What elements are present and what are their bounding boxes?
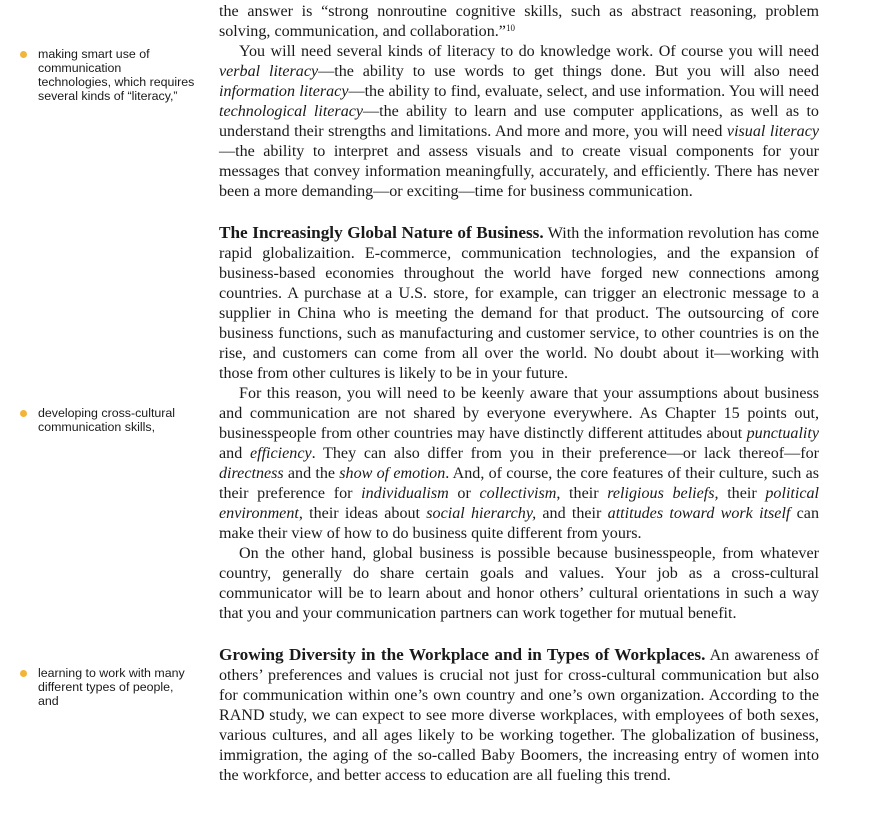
- section-workplace-diversity: Growing Diversity in the Workplace and in Types of Workplaces. An awareness of others’ preferences and values is crucial not just for cross-cultural communication but also for communication within one’s own country and one’s own organization. According to the RAND study, we can expect to see more diverse workplaces, with employees of both sexes, various cultures, and all ages likely to be working together. The globalization of business, immigration, the aging of the so-called Baby Boomers, the increasing entry of women into the workforce, and better access to education are all fueling this trend.: [219, 645, 820, 784]
- paragraph-cultural-awareness: For this reason, you will need to be keenly aware that your assumptions about business and communication are not shared by everyone everywhere. As Chapter 15 points out, businesspeople from other countries may have distinctly different attitudes about punctuality and efficiency. They can also differ from you in their preference—or lack thereof—for directness and the show of emotion. And, of course, the core features of their culture, such as their preference for individualism or collectivism, their religious beliefs, their political environment, their ideas about social hierarchy, and their attitudes toward work itself can make their view of how to do business quite different from yours.: [219, 385, 820, 542]
- term-visual-literacy: visual literacy: [726, 123, 820, 140]
- margin-note-literacy: [20, 47, 195, 103]
- main-text-column: [219, 2, 819, 786]
- term-information-literacy: information literacy: [219, 83, 349, 100]
- bullet-dot-icon: [20, 51, 27, 58]
- section-global-business: The Increasingly Global Nature of Business. With the information revolution has come rapid globalizaition. E-commerce, communication technologies, and the expansion of business-based economies throughout the world have forged new connections among countries. A purchase at a U.S. store, for example, can trigger an electronic message to a supplier in China who is meeting the demand for that product. The outsourcing of core business functions, such as manufacturing and customer service, to other countries is on the rise, and customers can come from all over the world. No doubt about it—working with those from other cultures is likely to be in your future.: [219, 223, 819, 382]
- margin-note-text: learning to work with many different types of people, and: [38, 666, 185, 708]
- margin-note-text: making smart use of communication technologies, which requires several kinds of “literacy,”: [38, 47, 195, 103]
- margin-note-cross-cultural: [20, 406, 195, 434]
- bullet-dot-icon: [20, 670, 27, 677]
- section-heading: Growing Diversity in the Workplace and in Types of Workplaces.: [219, 645, 706, 664]
- paragraph-literacy: You will need several kinds of literacy to do knowledge work. Of course you will need verbal literacy—the ability to use words to get things done. But you will also need information literacy—the ability to find, evaluate, select, and use information. You will need technological literacy—the ability to learn and use computer applications, as well as to understand their strengths and limitations. And more and more, you will need visual literacy—the ability to interpret and assess visuals and to create visual components for your messages that convey information meaningfully, accurately, and efficiently. There has never been a more demanding—or exciting—time for business communication.: [219, 43, 820, 200]
- margin-note-diversity: [20, 666, 195, 708]
- paragraph-skills: the answer is “strong nonroutine cognitive skills, such as abstract reasoning, problem solving, communication, and collaboration.”$^{10}$: [219, 3, 819, 40]
- term-technological-literacy: technological literacy: [219, 103, 364, 120]
- margin-note-text: developing cross-cultural communication skills,: [38, 406, 176, 434]
- paragraph-global-goals: On the other hand, global business is possible because businesspeople, from whatever country, generally do share certain goals and values. Your job as a cross-cultural communicator will be to learn about and honor others’ cultural orientations in such a way that you and your communication partners can work together for mutual benefit.: [219, 545, 819, 622]
- bullet-dot-icon: [20, 410, 27, 417]
- term-verbal-literacy: verbal literacy: [219, 63, 319, 80]
- footnote-marker: 10: [505, 23, 515, 33]
- section-heading: The Increasingly Global Nature of Business.: [219, 223, 544, 242]
